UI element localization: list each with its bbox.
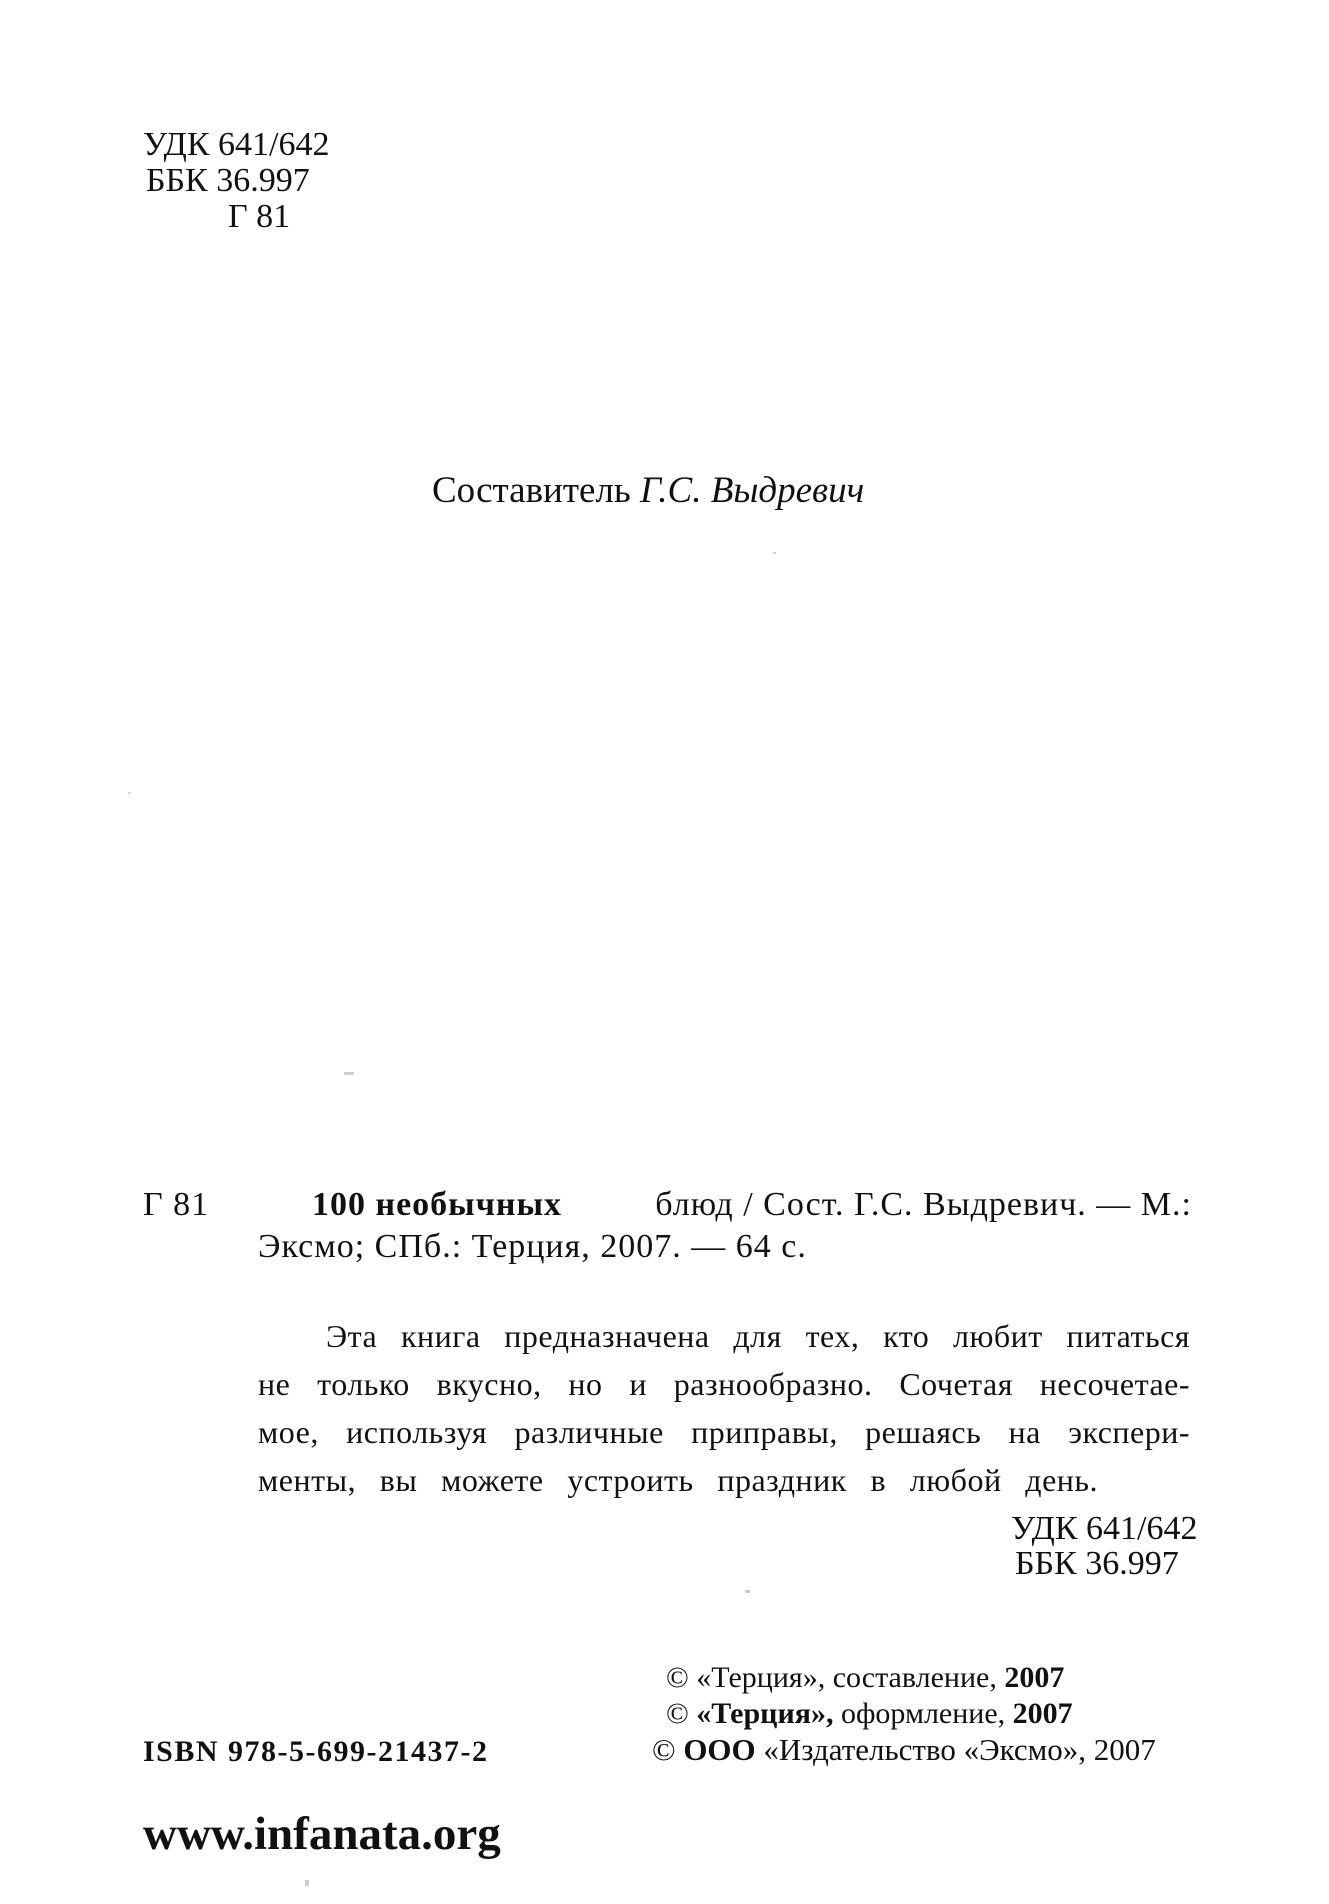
copyright-what: «Издательство «Эксмо», bbox=[763, 1732, 1086, 1767]
bbk-code: ББК 36.997 bbox=[146, 162, 310, 199]
speck bbox=[344, 1072, 354, 1075]
annotation-line-4: менты, вы можете устроить праздник в любой день. bbox=[258, 1462, 1098, 1498]
copyright-year: 2007 bbox=[1093, 1732, 1156, 1767]
speck bbox=[128, 792, 131, 794]
record-mark: Г 81 bbox=[143, 1186, 210, 1223]
annotation-line-2: не только вкусно, но и разнообразно. Сочетая несочетае- bbox=[258, 1366, 1190, 1402]
copyright-symbol: © bbox=[666, 1697, 689, 1730]
website-link[interactable]: www.infanata.org bbox=[143, 1808, 501, 1860]
copyright-what: оформление, bbox=[840, 1697, 1006, 1730]
udk-code: УДК 641/642 bbox=[143, 126, 330, 163]
copyright-year: 2007 bbox=[1012, 1697, 1073, 1730]
copyright-holder: «Терция», bbox=[696, 1661, 826, 1694]
author-mark: Г 81 bbox=[228, 198, 291, 235]
compiler-label: Составитель bbox=[432, 470, 631, 511]
annotation-udk: УДК 641/642 bbox=[1011, 1510, 1198, 1547]
compiler-name: Г.С. Выдревич bbox=[640, 470, 865, 511]
copyright-symbol: © bbox=[652, 1732, 676, 1767]
copyright-symbol: © bbox=[666, 1661, 689, 1694]
annotation-bbk: ББК 36.997 bbox=[1015, 1545, 1179, 1582]
copyright-what: составление, bbox=[832, 1661, 997, 1694]
copyright-holder: «Терция», bbox=[696, 1697, 834, 1730]
speck bbox=[745, 1590, 750, 1593]
record-title: 100 необычных bbox=[312, 1186, 563, 1223]
record-line-1-rest: блюд / Сост. Г.С. Выдревич. — М.: bbox=[655, 1186, 1192, 1223]
record-line-2: Эксмо; СПб.: Терция, 2007. — 64 с. bbox=[258, 1228, 807, 1265]
speck bbox=[773, 552, 776, 554]
copyright-year: 2007 bbox=[1004, 1661, 1065, 1694]
annotation-line-3: мое, используя различные приправы, решаясь на экспери- bbox=[258, 1414, 1190, 1450]
copyright-holder: ООО bbox=[683, 1732, 756, 1767]
annotation-line-1: Эта книга предназначена для тех, кто любит питаться bbox=[326, 1318, 1190, 1354]
speck bbox=[305, 1880, 309, 1886]
isbn: ISBN 978-5-699-21437-2 bbox=[143, 1735, 489, 1768]
